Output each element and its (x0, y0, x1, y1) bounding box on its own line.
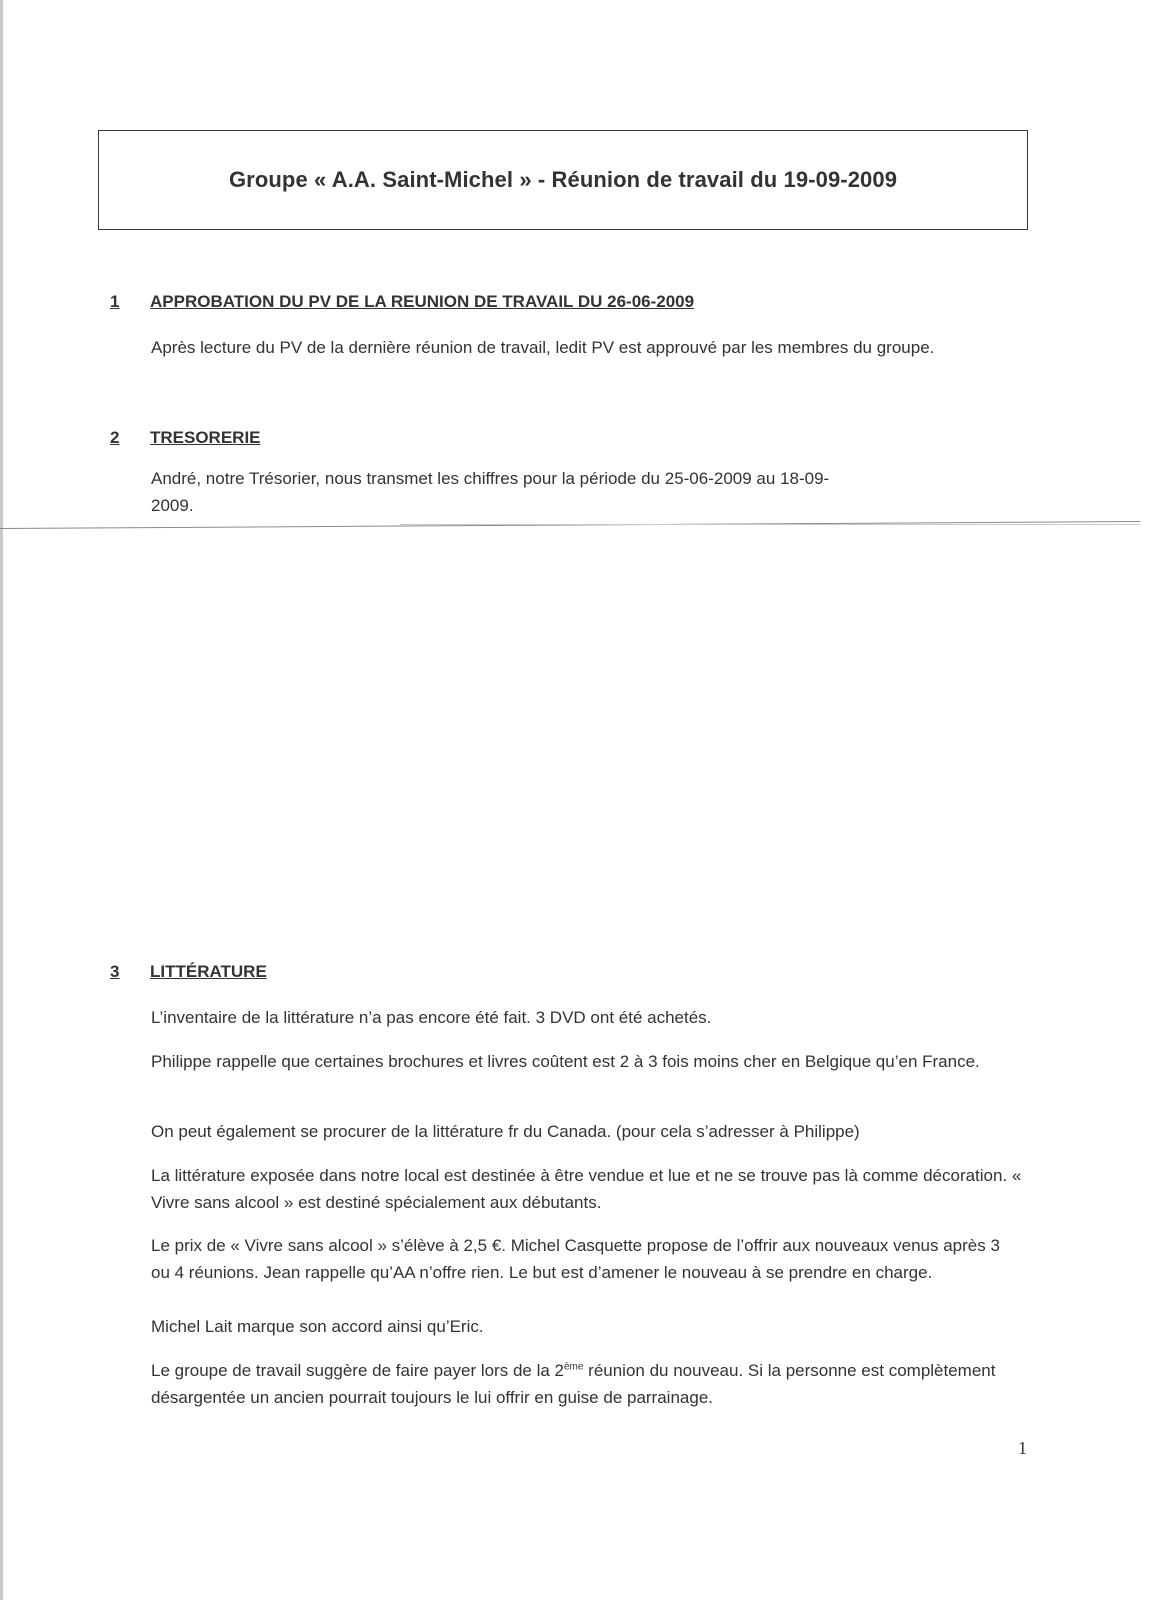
paragraph: André, notre Trésorier, nous transmet les chiffres pour la période du 25-06-2009 au 18-09-2009. (151, 469, 830, 515)
paragraph: Philippe rappelle que certaines brochures et livres coûtent est 2 à 3 fois moins cher en Belgique qu’en France. (151, 1052, 980, 1071)
scan-fold-line-faint (400, 524, 1140, 525)
section-heading: TRESORERIE (150, 428, 261, 447)
title-box (98, 130, 1028, 230)
paragraph-text: réunion du nouveau. Si la personne est complètement désargentée un ancien pourrait toujours le lui offrir en guise de parrainage. (151, 1361, 996, 1407)
scan-fold-line (0, 521, 1140, 529)
section-number: 1 (110, 292, 120, 311)
paragraph-text: Le groupe de travail suggère de faire payer lors de la 2 (151, 1361, 564, 1380)
paragraph: On peut également se procurer de la littérature fr du Canada. (pour cela s’adresser à Philippe) (151, 1122, 860, 1141)
document-title: Groupe « A.A. Saint-Michel » - Réunion de travail du 19-09-2009 (228, 167, 898, 192)
paragraph: Michel Lait marque son accord ainsi qu’Eric. (151, 1317, 484, 1336)
paragraph: L’inventaire de la littérature n’a pas encore été fait. 3 DVD ont été achetés. (151, 1008, 712, 1027)
paragraph: La littérature exposée dans notre local est destinée à être vendue et lue et ne se trouve pas là comme décoration. « Vivre sans alcool » est destiné spécialement aux débutants. (151, 1166, 1022, 1212)
section-number: 2 (110, 428, 120, 447)
paragraph (151, 1357, 1021, 1411)
section-heading: LITTÉRATURE (150, 962, 267, 981)
page-number: 1 (1018, 1438, 1027, 1458)
superscript: ème (563, 1361, 584, 1373)
section-number: 3 (110, 962, 120, 981)
paragraph: Après lecture du PV de la dernière réunion de travail, ledit PV est approuvé par les membres du groupe. (151, 338, 935, 357)
paragraph: Le prix de « Vivre sans alcool » s’élève à 2,5 €. Michel Casquette propose de l’offrir aux nouveaux venus après 3 ou 4 réunions. Jean rappelle qu’AA n’offre rien. Le but est d’amener le nouveau à se prendre en charge. (151, 1236, 1000, 1282)
section-heading: APPROBATION DU PV DE LA REUNION DE TRAVAIL DU 26-06-2009 (150, 292, 695, 311)
page-left-edge (0, 0, 3, 1600)
